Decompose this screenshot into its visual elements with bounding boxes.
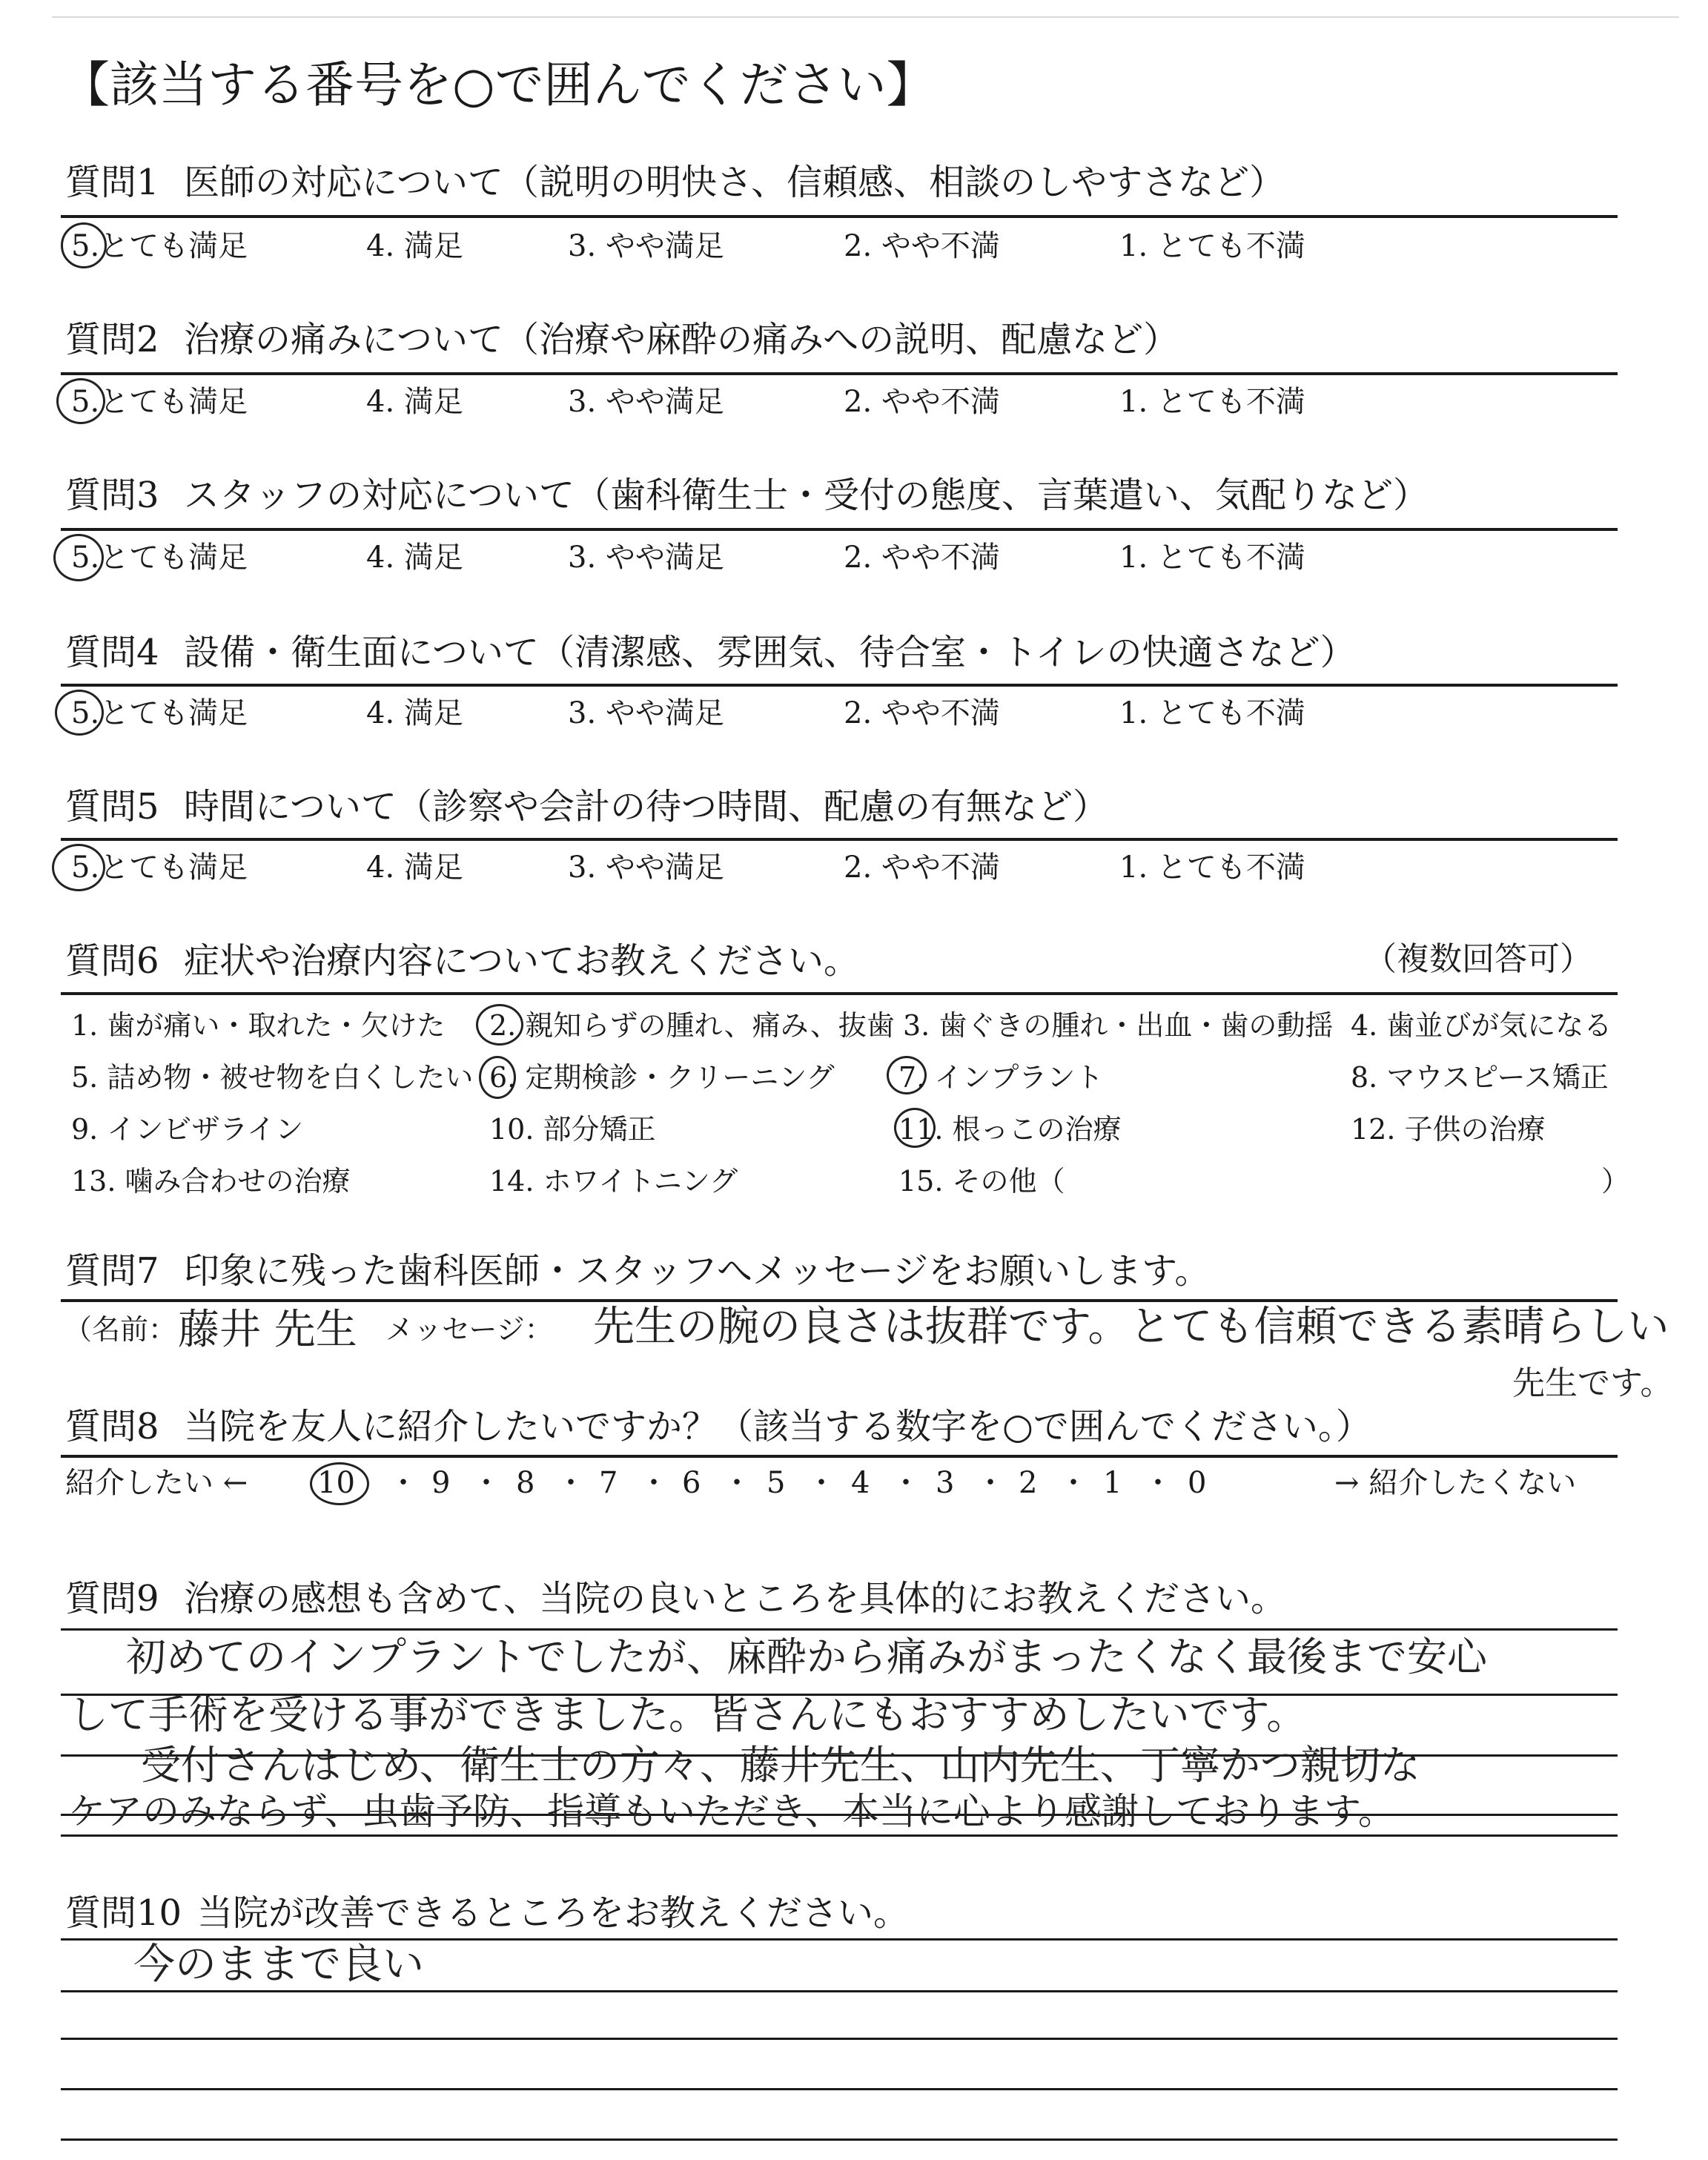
q8-separator: ・: [1059, 1466, 1088, 1500]
q3-rule: [61, 528, 1618, 531]
q8-number: 質問8: [65, 1406, 159, 1447]
q1-number: 質問1: [65, 162, 159, 203]
q4-number: 質問4: [65, 632, 159, 673]
q6-item-5[interactable]: 5. 詰め物・被せ物を白くしたい: [71, 1061, 474, 1094]
q8-scale-7[interactable]: 7: [599, 1466, 618, 1500]
q10-answer-line-1[interactable]: 今のままで良い: [133, 1941, 424, 1989]
q2-option-5[interactable]: 5.とても満足: [71, 385, 248, 419]
q9-label: [65, 1578, 1287, 1619]
q10-answer-line: [61, 1990, 1618, 1992]
q8-scale-4[interactable]: 4: [851, 1466, 870, 1500]
q3-option-2[interactable]: 2. やや不満: [844, 541, 1000, 575]
q6-item-9[interactable]: 9. インビザライン: [71, 1113, 304, 1146]
q7-name-value[interactable]: 藤井 先生: [178, 1306, 357, 1354]
q8-separator: ・: [807, 1466, 836, 1500]
q7-name-label: （名前：: [64, 1313, 177, 1346]
q4-option-1[interactable]: 1. とても不満: [1119, 696, 1305, 730]
q6-item-14[interactable]: 14. ホワイトニング: [489, 1165, 738, 1198]
q2-label: [65, 319, 1179, 360]
q3-label: [65, 475, 1429, 516]
scan-edge: [52, 16, 1679, 18]
q3-text: スタッフの対応について（歯科衛生士・受付の態度、言葉遣い、気配りなど）: [184, 475, 1429, 516]
q9-answer-line-3[interactable]: 受付さんはじめ、衛生士の方々、藤井先生、山内先生、丁寧かつ親切な: [141, 1742, 1420, 1789]
q6-multiple-answers-note: （複数回答可）: [1364, 940, 1592, 978]
q6-item-11[interactable]: 11. 根っこの治療: [898, 1113, 1122, 1146]
q8-scale-1[interactable]: 1: [1103, 1466, 1122, 1500]
q8-separator: ・: [722, 1466, 752, 1500]
q5-rule: [61, 838, 1618, 841]
q8-separator: ・: [1143, 1466, 1173, 1500]
q3-option-3[interactable]: 3. やや満足: [568, 541, 724, 575]
q10-answer-line: [61, 2038, 1618, 2040]
q1-option-5[interactable]: 5.とても満足: [71, 229, 248, 263]
q8-left-label: 紹介したい ←: [65, 1466, 248, 1500]
q5-option-2[interactable]: 2. やや不満: [844, 851, 1000, 885]
instruction-title: 【該当する番号を○で囲んでください】: [61, 56, 936, 113]
q9-number: 質問9: [65, 1578, 159, 1619]
q8-text: 当院を友人に紹介したいですか？（該当する数字を○で囲んでください。）: [184, 1406, 1371, 1447]
q6-item-8[interactable]: 8. マウスピース矯正: [1351, 1061, 1609, 1094]
q8-scale-2[interactable]: 2: [1019, 1466, 1038, 1500]
q1-option-3[interactable]: 3. やや満足: [568, 229, 724, 263]
q5-option-3[interactable]: 3. やや満足: [568, 851, 724, 885]
q8-scale-5[interactable]: 5: [767, 1466, 786, 1500]
q5-text: 時間について（診察や会計の待つ時間、配慮の有無など）: [184, 786, 1109, 828]
q6-item-7[interactable]: 7. インプラント: [898, 1061, 1104, 1094]
q6-item-10[interactable]: 10. 部分矯正: [489, 1113, 656, 1146]
q6-number: 質問6: [65, 940, 159, 982]
q10-label: [65, 1892, 910, 1934]
q8-separator: ・: [471, 1466, 501, 1500]
q5-label: [65, 786, 1109, 828]
q10-answer-line: [61, 2138, 1618, 2141]
q4-option-4[interactable]: 4. 満足: [366, 696, 463, 730]
q8-right-label: → 紹介したくない: [1334, 1466, 1577, 1500]
q3-option-5[interactable]: 5.とても満足: [71, 541, 248, 575]
q7-text: 印象に残った歯科医師・スタッフへメッセージをお願いします。: [184, 1250, 1211, 1292]
q7-label: [65, 1250, 1211, 1292]
q8-separator: ・: [388, 1466, 418, 1500]
q7-rule: [61, 1299, 1618, 1302]
q4-text: 設備・衛生面について（清潔感、雰囲気、待合室・トイレの快適さなど）: [184, 632, 1356, 673]
q7-message-line-1[interactable]: 先生の腕の良さは抜群です。とても信頼できる素晴らしい: [593, 1303, 1669, 1351]
q2-option-2[interactable]: 2. やや不満: [844, 385, 1000, 419]
q4-rule: [61, 684, 1618, 687]
q6-item-1[interactable]: 1. 歯が痛い・取れた・欠けた: [71, 1009, 446, 1042]
q8-separator: ・: [556, 1466, 586, 1500]
q4-label: [65, 632, 1356, 673]
q6-other-close-paren: ）: [1601, 1165, 1630, 1198]
q9-rule: [61, 1628, 1618, 1631]
q10-number: 質問10: [65, 1892, 182, 1934]
q4-option-3[interactable]: 3. やや満足: [568, 696, 724, 730]
q9-text: 治療の感想も含めて、当院の良いところを具体的にお教えください。: [184, 1578, 1287, 1619]
q3-option-4[interactable]: 4. 満足: [366, 541, 463, 575]
q8-separator: ・: [891, 1466, 921, 1500]
q7-message-line-2[interactable]: 先生です。: [1512, 1364, 1673, 1402]
q5-number: 質問5: [65, 786, 159, 828]
q2-number: 質問2: [65, 319, 159, 360]
q6-rule: [61, 992, 1618, 995]
q10-text: 当院が改善できるところをお教えください。: [197, 1892, 910, 1934]
q2-option-3[interactable]: 3. やや満足: [568, 385, 724, 419]
q1-rule: [61, 215, 1618, 218]
q8-scale-8[interactable]: 8: [516, 1466, 535, 1500]
q8-scale-0[interactable]: 0: [1188, 1466, 1207, 1500]
q6-item-3[interactable]: 3. 歯ぐきの腫れ・出血・歯の動揺: [903, 1009, 1334, 1042]
q8-separator: ・: [976, 1466, 1005, 1500]
q7-number: 質問7: [65, 1250, 159, 1292]
q1-label: [65, 162, 1285, 203]
q5-option-4[interactable]: 4. 満足: [366, 851, 463, 885]
q6-label: [65, 940, 860, 982]
q2-option-4[interactable]: 4. 満足: [366, 385, 463, 419]
q2-option-1[interactable]: 1. とても不満: [1119, 385, 1305, 419]
q4-option-2[interactable]: 2. やや不満: [844, 696, 1000, 730]
q4-option-5[interactable]: 5.とても満足: [71, 696, 248, 730]
q2-text: 治療の痛みについて（治療や麻酔の痛みへの説明、配慮など）: [184, 319, 1179, 360]
q5-option-1[interactable]: 1. とても不満: [1119, 851, 1305, 885]
q8-separator: ・: [639, 1466, 669, 1500]
q6-item-2[interactable]: 2. 親知らずの腫れ、痛み、抜歯: [489, 1009, 895, 1042]
q3-number: 質問3: [65, 475, 159, 516]
q9-answer-line-4[interactable]: ケアのみならず、虫歯予防、指導もいただき、本当に心より感謝しております。: [68, 1790, 1395, 1833]
q6-item-15[interactable]: 15. その他（: [898, 1165, 1065, 1198]
q10-answer-line: [61, 2088, 1618, 2090]
q6-item-13[interactable]: 13. 噛み合わせの治療: [71, 1165, 351, 1198]
q8-rule: [61, 1455, 1618, 1458]
q9-answer-line-2[interactable]: して手術を受ける事ができました。皆さんにもおすすめしたいです。: [68, 1691, 1307, 1738]
q1-text: 医師の対応について（説明の明快さ、信頼感、相談のしやすさなど）: [184, 162, 1285, 203]
q7-message-label: メッセージ：: [385, 1313, 553, 1346]
q9-answer-line-1[interactable]: 初めてのインプラントでしたが、麻酔から痛みがまったくなく最後まで安心: [126, 1634, 1487, 1680]
q2-rule: [61, 372, 1618, 375]
q6-item-4[interactable]: 4. 歯並びが気になる: [1351, 1009, 1612, 1042]
q8-label: [65, 1406, 1371, 1447]
q1-option-4[interactable]: 4. 満足: [366, 229, 463, 263]
q5-option-5[interactable]: 5.とても満足: [71, 851, 248, 885]
q8-scale-10[interactable]: 10: [317, 1466, 355, 1500]
q6-item-6[interactable]: 6. 定期検診・クリーニング: [489, 1061, 835, 1094]
q1-option-1[interactable]: 1. とても不満: [1119, 229, 1305, 263]
q6-text: 症状や治療内容についてお教えください。: [184, 940, 860, 982]
q8-scale-3[interactable]: 3: [936, 1466, 955, 1500]
q9-answer-line: [61, 1834, 1618, 1837]
q8-scale-6[interactable]: 6: [682, 1466, 701, 1500]
q1-option-2[interactable]: 2. やや不満: [844, 229, 1000, 263]
q8-scale-9[interactable]: 9: [431, 1466, 451, 1500]
q6-item-12[interactable]: 12. 子供の治療: [1351, 1113, 1546, 1146]
q3-option-1[interactable]: 1. とても不満: [1119, 541, 1305, 575]
